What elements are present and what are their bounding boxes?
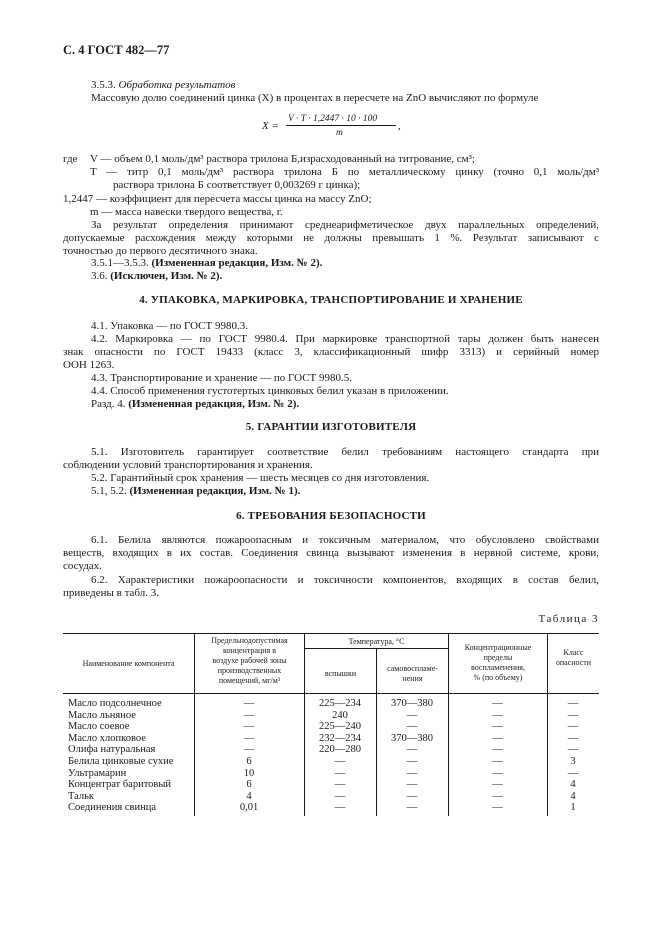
- table-cell-lim: —: [492, 767, 503, 779]
- table-cell-name: Тальк: [68, 790, 95, 802]
- table-cell-lim: —: [492, 698, 503, 709]
- edition-note-1: 3.5.1—3.5.3. (Измененная редакция, Изм. № 2).: [91, 257, 323, 269]
- table-cell-lim: —: [492, 756, 503, 767]
- table-cell-name: Масло льняное: [68, 709, 136, 721]
- table-cell-flash: 225—234: [319, 698, 361, 709]
- table-cell-lim: —: [492, 721, 503, 733]
- table-cell-pdk: —: [243, 698, 255, 709]
- table-cell-name: Ультрамарин: [68, 767, 127, 779]
- formula: [262, 113, 422, 141]
- table-cell-cls: —: [567, 767, 579, 779]
- section-353-number: 3.5.3.: [91, 79, 116, 91]
- edition-note-4: 5.1, 5.2. (Измененная редакция, Изм. № 1).: [91, 485, 301, 497]
- table-cell-flash: 220—280: [319, 744, 361, 756]
- result-line2: допускаемые расхождения между которыми не должны превышать 1 %. Результат записывают с: [63, 232, 599, 244]
- formula-tail: ,: [398, 120, 401, 132]
- section-353-text: Массовую долю соединений цинка (X) в процентах в пересчете на ZnO вычисляют по формуле: [91, 92, 539, 104]
- th-autoignition: самовоспламе- нения: [387, 664, 438, 683]
- table-cell-name: Масло подсолнечное: [68, 698, 162, 709]
- table-cell-cls: 3: [570, 756, 576, 767]
- table-cell-flash: 232—234: [319, 732, 361, 744]
- table-cell-lim: —: [492, 779, 503, 791]
- th-limits: Концентрационные пределы воспламенения, % (по объему): [464, 643, 532, 682]
- table-cell-name: Белила цинковые сухие: [68, 756, 174, 767]
- table-cell-auto: 370—380: [391, 698, 433, 709]
- result-line1: За результат определения принимают среднеарифметическое двух параллельных определений,: [91, 219, 599, 231]
- table-cell-name: Масло хлопковое: [68, 732, 146, 744]
- table-cell-pdk: 6: [246, 779, 252, 791]
- table-cell-lim: —: [492, 732, 503, 744]
- para-6-2-line2: приведены в табл. 3.: [63, 587, 159, 599]
- table-cell-flash: —: [334, 790, 346, 802]
- table-cell-flash: —: [334, 802, 346, 814]
- table-cell-lim: —: [492, 790, 503, 802]
- table-cell-lim: —: [492, 709, 503, 721]
- table-cell-cls: 1: [570, 802, 576, 814]
- table-cell-flash: —: [334, 779, 346, 791]
- table-cell-cls: —: [567, 721, 579, 733]
- table-cell-name: Концентрат баритовый: [68, 779, 172, 791]
- table-cell-pdk: 4: [246, 790, 252, 802]
- table-cell-cls: —: [567, 732, 579, 744]
- table-cell-name: Олифа натуральная: [68, 744, 156, 756]
- table-cell-auto: —: [406, 767, 418, 779]
- section-353-title-text: Обработка результатов: [118, 79, 236, 91]
- table-cell-pdk: —: [243, 732, 255, 744]
- formula-lhs: X =: [262, 120, 279, 132]
- section-353-title: [91, 79, 235, 92]
- result-line3: точностью до первого десятичного знака.: [63, 245, 258, 257]
- para-5-2: 5.2. Гарантийный срок хранения — шесть месяцев со дня изготовления.: [91, 472, 430, 484]
- th-temperature: Температура, °С: [348, 637, 405, 646]
- table-cell-auto: 370—380: [391, 732, 433, 744]
- table-cell-auto: —: [406, 802, 418, 814]
- table-cell-auto: —: [406, 721, 418, 733]
- table-cell-pdk: 0,01: [239, 802, 259, 814]
- table-cell-cls: 4: [570, 779, 576, 791]
- table-cell-pdk: —: [243, 744, 255, 756]
- heading-section-4: 4. УПАКОВКА, МАРКИРОВКА, ТРАНСПОРТИРОВАНИЕ И ХРАНЕНИЕ: [139, 294, 523, 306]
- heading-section-6: 6. ТРЕБОВАНИЯ БЕЗОПАСНОСТИ: [236, 510, 426, 522]
- para-5-1-line2: соблюдении условий транспортирования и хранения.: [63, 459, 313, 471]
- table-cell-lim: —: [492, 744, 503, 756]
- fraction-line: [286, 125, 396, 126]
- para-6-1-line2: веществ, входящих в их состав. Соединения свинца вызывают изменения в нервной системе, крови,: [63, 547, 599, 559]
- table-cell-auto: —: [406, 756, 418, 767]
- table-cell-flash: 225—240: [319, 721, 361, 733]
- table-cell-cls: —: [567, 709, 579, 721]
- para-6-1-line1: 6.1. Белила являются пожароопасным и токсичным материалом, что обусловлено свойствами: [91, 534, 599, 546]
- th-name: Наименование компонента: [82, 659, 175, 668]
- th-flash: вспышки: [324, 669, 357, 678]
- para-5-1-line1: 5.1. Изготовитель гарантирует соответствие белил требованиям настоящего стандарта при: [91, 446, 599, 458]
- table-cell-cls: —: [567, 744, 579, 756]
- table-cell-name: Соединения свинца: [68, 802, 156, 814]
- table-cell-cls: —: [567, 698, 579, 709]
- para-4-2-line2: знак опасности по ГОСТ 19433 (класс 3, классификационный шифр 3313) и серийный номер: [63, 346, 599, 358]
- para-4-1: 4.1. Упаковка — по ГОСТ 9980.3.: [91, 320, 248, 332]
- table-header-rule: [63, 693, 599, 694]
- table-cell-pdk: —: [243, 709, 255, 721]
- para-4-2-line3: ООН 1263.: [63, 359, 115, 371]
- edition-note-3: Разд. 4. (Измененная редакция, Изм. № 2).: [91, 398, 300, 410]
- table-cell-flash: 240: [332, 709, 348, 721]
- para-4-2-line1: 4.2. Маркировка — по ГОСТ 9980.4. При маркировке транспортной тары должен быть нанесен: [91, 333, 599, 345]
- table-top-rule: [63, 633, 599, 634]
- table-cell-pdk: 6: [246, 756, 252, 767]
- table-cell-auto: —: [406, 744, 418, 756]
- edition-note-2: 3.6. (Исключен, Изм. № 2).: [91, 270, 223, 282]
- table-cell-flash: —: [334, 767, 346, 779]
- where-v: V — объем 0,1 моль/дм³ раствора трилона Б,израсходованный на титрование, см³;: [90, 153, 475, 165]
- table-cell-auto: —: [406, 709, 418, 721]
- table-cell-flash: —: [334, 756, 346, 767]
- para-4-4: 4.4. Способ применения густотертых цинковых белил указан в приложении.: [91, 385, 449, 397]
- table-cell-auto: —: [406, 790, 418, 802]
- where-t-line2: раствора трилона Б соответствует 0,003269 г цинка);: [113, 179, 361, 191]
- para-6-1-line3: сосудах.: [63, 560, 102, 572]
- table-cell-auto: —: [406, 779, 418, 791]
- heading-section-5: 5. ГАРАНТИИ ИЗГОТОВИТЕЛЯ: [245, 421, 417, 433]
- table-cell-lim: —: [492, 802, 503, 814]
- where-k: 1,2447 — коэффициент для пересчета массы цинка на массу ZnO;: [63, 193, 372, 205]
- para-4-3: 4.3. Транспортирование и хранение — по ГОСТ 9980.5.: [91, 372, 353, 384]
- where-t-line1: T — титр 0,1 моль/дм³ раствора трилона Б по металлическому цинку (точно 0,1 моль/дм³: [90, 166, 599, 178]
- formula-denominator: m: [336, 128, 343, 138]
- table-caption: Таблица 3: [538, 613, 599, 625]
- where-m: m — масса навески твердого вещества, г.: [90, 206, 283, 218]
- where-label: где: [63, 153, 78, 165]
- th-class: Класс опасности: [555, 648, 592, 667]
- para-6-2-line1: 6.2. Характеристики пожароопасности и токсичности компонентов, входящих в состав белил,: [91, 574, 599, 586]
- table-cell-cls: 4: [570, 790, 576, 802]
- formula-numerator: V · T · 1,2447 · 10 · 100: [288, 114, 378, 124]
- th-pdk: Предельнодопустимая концентрация в воздухе рабочей зоны производственных помещений, мг/м³: [211, 636, 288, 685]
- table-cell-pdk: 10: [243, 767, 255, 779]
- table-cell-name: Масло соевое: [68, 721, 130, 733]
- page-header: С. 4 ГОСТ 482—77: [63, 43, 170, 57]
- table-cell-pdk: —: [243, 721, 255, 733]
